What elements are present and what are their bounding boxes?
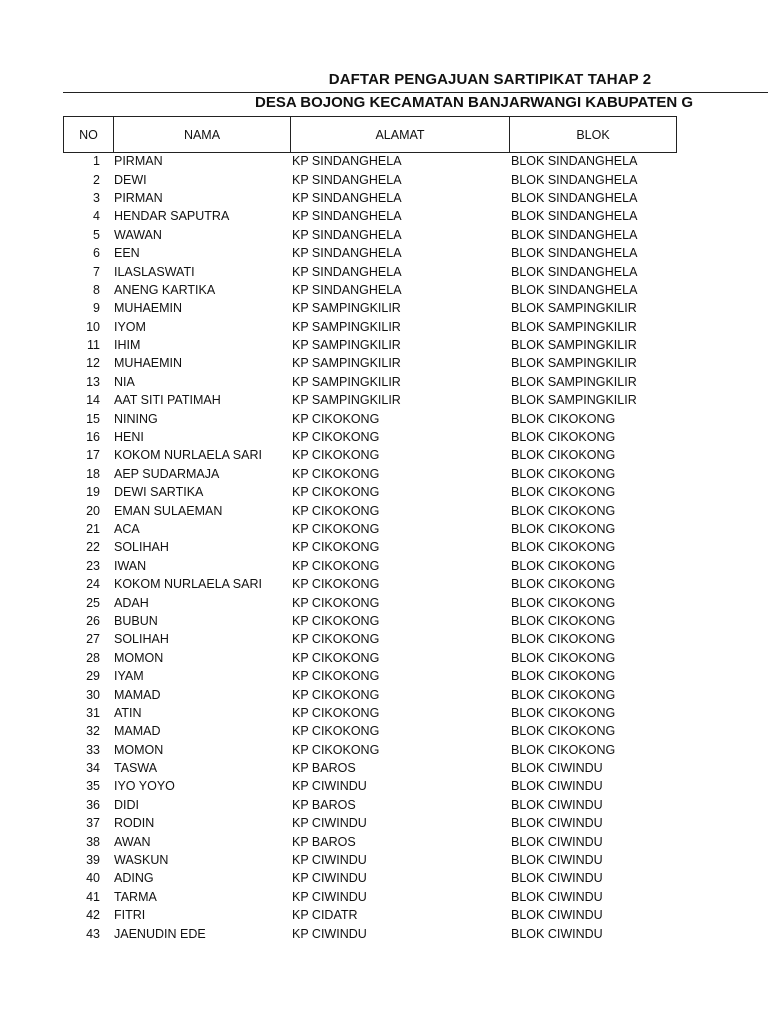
- cell-no: 34: [86, 761, 100, 776]
- cell-alamat: KP CIKOKONG: [292, 669, 380, 684]
- cell-alamat: KP CIKOKONG: [292, 558, 380, 573]
- cell-blok: BLOK CIKOKONG: [511, 650, 616, 665]
- cell-no: 38: [86, 834, 100, 849]
- title-divider: [63, 92, 768, 93]
- cell-alamat: KP CIKOKONG: [292, 742, 380, 757]
- cell-no: 14: [86, 393, 100, 408]
- cell-no: 28: [86, 650, 100, 665]
- cell-alamat: KP SAMPINGKILIR: [292, 319, 401, 334]
- cell-blok: BLOK SINDANGHELA: [511, 190, 638, 205]
- cell-alamat: KP SINDANGHELA: [292, 209, 402, 224]
- cell-nama: PIRMAN: [114, 190, 163, 205]
- table-row: [63, 630, 768, 648]
- cell-no: 3: [93, 190, 100, 205]
- cell-nama: MOMON: [114, 650, 164, 665]
- cell-nama: KOKOM NURLAELA SARI: [114, 448, 262, 463]
- cell-no: 17: [86, 448, 100, 463]
- cell-alamat: KP CIKOKONG: [292, 595, 380, 610]
- cell-alamat: KP CIKOKONG: [292, 724, 380, 739]
- cell-no: 16: [86, 430, 100, 445]
- cell-alamat: KP SINDANGHELA: [292, 282, 402, 297]
- cell-alamat: KP BAROS: [292, 761, 356, 776]
- cell-blok: BLOK CIKOKONG: [511, 485, 616, 500]
- cell-nama: PIRMAN: [114, 154, 163, 169]
- cell-no: 40: [86, 871, 100, 886]
- table-row: [63, 501, 768, 519]
- table-row: [63, 373, 768, 391]
- table-row: [63, 649, 768, 667]
- cell-no: 18: [86, 466, 100, 481]
- cell-blok: BLOK SAMPINGKILIR: [511, 374, 637, 389]
- cell-blok: BLOK CIKOKONG: [511, 705, 616, 720]
- cell-nama: FITRI: [114, 908, 146, 923]
- cell-blok: BLOK CIWINDU: [511, 908, 603, 923]
- cell-blok: BLOK CIKOKONG: [511, 724, 616, 739]
- cell-no: 42: [86, 908, 100, 923]
- cell-nama: DIDI: [114, 797, 139, 812]
- cell-alamat: KP CIKOKONG: [292, 577, 380, 592]
- table-row: [63, 814, 768, 832]
- cell-blok: BLOK CIWINDU: [511, 797, 603, 812]
- table-row: [63, 612, 768, 630]
- header-alamat: ALAMAT: [291, 117, 510, 152]
- table-row: [63, 262, 768, 280]
- cell-blok: BLOK SINDANGHELA: [511, 209, 638, 224]
- cell-nama: ACA: [114, 522, 140, 536]
- cell-nama: AWAN: [114, 834, 151, 849]
- cell-no: 19: [86, 485, 100, 500]
- cell-nama: WASKUN: [114, 853, 169, 868]
- cell-nama: SOLIHAH: [114, 540, 169, 555]
- cell-alamat: KP CIKOKONG: [292, 687, 380, 702]
- cell-alamat: KP SINDANGHELA: [292, 190, 402, 205]
- cell-no: 6: [93, 246, 100, 261]
- cell-alamat: KP SAMPINGKILIR: [292, 374, 401, 389]
- cell-nama: IYAM: [114, 669, 144, 684]
- cell-blok: BLOK SAMPINGKILIR: [511, 319, 637, 334]
- table-row: [63, 796, 768, 814]
- table-row: [63, 299, 768, 317]
- cell-nama: EMAN SULAEMAN: [114, 503, 223, 518]
- table-row: [63, 336, 768, 354]
- cell-blok: BLOK CIKOKONG: [511, 558, 616, 573]
- cell-blok: BLOK CIWINDU: [511, 871, 603, 886]
- cell-alamat: KP SINDANGHELA: [292, 246, 402, 261]
- table-row: [63, 777, 768, 795]
- cell-blok: BLOK CIWINDU: [511, 779, 603, 794]
- cell-alamat: KP BAROS: [292, 834, 356, 849]
- cell-alamat: KP CIKOKONG: [292, 613, 380, 628]
- cell-blok: BLOK SINDANGHELA: [511, 246, 638, 261]
- cell-blok: BLOK SINDANGHELA: [511, 172, 638, 187]
- cell-no: 21: [86, 522, 100, 536]
- cell-no: 8: [93, 282, 100, 297]
- cell-no: 23: [86, 558, 100, 573]
- cell-alamat: KP SINDANGHELA: [292, 172, 402, 187]
- cell-no: 11: [87, 338, 100, 353]
- cell-blok: BLOK CIKOKONG: [511, 669, 616, 684]
- cell-no: 35: [86, 779, 100, 794]
- table-row: [63, 207, 768, 225]
- cell-nama: TARMA: [114, 889, 157, 904]
- cell-blok: BLOK SAMPINGKILIR: [511, 356, 637, 371]
- cell-alamat: KP SAMPINGKILIR: [292, 393, 401, 408]
- table-row: [63, 520, 768, 538]
- cell-no: 27: [86, 632, 100, 647]
- cell-blok: BLOK CIKOKONG: [511, 522, 616, 536]
- cell-blok: BLOK CIWINDU: [511, 816, 603, 831]
- cell-blok: BLOK SAMPINGKILIR: [511, 301, 637, 316]
- cell-no: 5: [93, 227, 100, 242]
- cell-blok: BLOK CIWINDU: [511, 834, 603, 849]
- cell-alamat: KP CIKOKONG: [292, 522, 380, 536]
- cell-no: 26: [86, 613, 100, 628]
- cell-blok: BLOK SAMPINGKILIR: [511, 393, 637, 408]
- cell-nama: ADAH: [114, 595, 149, 610]
- cell-alamat: KP SAMPINGKILIR: [292, 338, 401, 353]
- cell-blok: BLOK SINDANGHELA: [511, 282, 638, 297]
- table-row: [63, 851, 768, 869]
- cell-alamat: KP CIWINDU: [292, 816, 367, 831]
- cell-nama: SOLIHAH: [114, 632, 169, 647]
- table-row: [63, 741, 768, 759]
- header-no: NO: [64, 117, 114, 152]
- cell-alamat: KP CIWINDU: [292, 871, 367, 886]
- cell-nama: RODIN: [114, 816, 155, 831]
- cell-alamat: KP CIKOKONG: [292, 705, 380, 720]
- cell-alamat: KP SINDANGHELA: [292, 227, 402, 242]
- cell-nama: MUHAEMIN: [114, 356, 183, 371]
- table-row: [63, 722, 768, 740]
- table-row: [63, 354, 768, 372]
- table-header: [63, 116, 677, 153]
- cell-alamat: KP CIWINDU: [292, 853, 367, 868]
- cell-no: 43: [86, 926, 100, 941]
- cell-nama: ANENG KARTIKA: [114, 282, 216, 297]
- cell-blok: BLOK CIWINDU: [511, 889, 603, 904]
- cell-nama: BUBUN: [114, 613, 158, 628]
- cell-alamat: KP SINDANGHELA: [292, 264, 402, 279]
- table-row: [63, 483, 768, 501]
- cell-blok: BLOK CIKOKONG: [511, 503, 616, 518]
- cell-nama: AAT SITI PATIMAH: [114, 393, 221, 408]
- cell-no: 37: [86, 816, 100, 831]
- table-row: [63, 667, 768, 685]
- cell-nama: WAWAN: [114, 227, 162, 242]
- cell-nama: ILASLASWATI: [114, 264, 195, 279]
- cell-alamat: KP CIWINDU: [292, 926, 367, 941]
- cell-nama: TASWA: [114, 761, 158, 776]
- table-row: [63, 446, 768, 464]
- table-row: [63, 391, 768, 409]
- cell-blok: BLOK CIKOKONG: [511, 540, 616, 555]
- cell-blok: BLOK CIWINDU: [511, 853, 603, 868]
- header-blok: BLOK: [576, 127, 610, 142]
- cell-alamat: KP CIKOKONG: [292, 503, 380, 518]
- cell-blok: BLOK SAMPINGKILIR: [511, 338, 637, 353]
- cell-alamat: KP CIKOKONG: [292, 448, 380, 463]
- cell-nama: MUHAEMIN: [114, 301, 183, 316]
- table-row: [63, 538, 768, 556]
- cell-blok: BLOK CIKOKONG: [511, 430, 616, 445]
- cell-blok: BLOK SINDANGHELA: [511, 264, 638, 279]
- header-nama: NAMA: [114, 117, 291, 152]
- cell-alamat: KP CIKOKONG: [292, 540, 380, 555]
- table-row: [63, 226, 768, 244]
- cell-blok: BLOK CIKOKONG: [511, 632, 616, 647]
- cell-alamat: KP CIWINDU: [292, 889, 367, 904]
- cell-nama: MOMON: [114, 742, 164, 757]
- cell-nama: NINING: [114, 411, 158, 426]
- cell-no: 10: [86, 319, 100, 334]
- cell-alamat: KP CIKOKONG: [292, 485, 380, 500]
- cell-no: 32: [86, 724, 100, 739]
- cell-no: 2: [93, 172, 100, 187]
- cell-nama: AEP SUDARMAJA: [114, 466, 220, 481]
- table-row: [63, 189, 768, 207]
- cell-nama: NIA: [114, 374, 135, 389]
- table-body: [63, 152, 768, 943]
- cell-no: 36: [86, 797, 100, 812]
- cell-blok: BLOK CIKOKONG: [511, 613, 616, 628]
- cell-no: 12: [86, 356, 100, 371]
- cell-alamat: KP SAMPINGKILIR: [292, 301, 401, 316]
- cell-alamat: KP BAROS: [292, 797, 356, 812]
- cell-nama: ATIN: [114, 705, 142, 720]
- cell-no: 33: [86, 742, 100, 757]
- cell-nama: IWAN: [114, 558, 147, 573]
- cell-blok: BLOK CIKOKONG: [511, 595, 616, 610]
- cell-no: 24: [86, 577, 100, 592]
- table-row: [63, 318, 768, 336]
- cell-alamat: KP CIWINDU: [292, 779, 367, 794]
- cell-alamat: KP CIKOKONG: [292, 411, 380, 426]
- table-row: [63, 170, 768, 188]
- table-row: [63, 428, 768, 446]
- table-row: [63, 557, 768, 575]
- cell-no: 4: [93, 209, 100, 224]
- cell-alamat: KP CIKOKONG: [292, 466, 380, 481]
- cell-no: 29: [86, 669, 100, 684]
- cell-alamat: KP CIKOKONG: [292, 632, 380, 647]
- table-row: [63, 888, 768, 906]
- cell-no: 25: [86, 595, 100, 610]
- table-row: [63, 759, 768, 777]
- cell-nama: ADING: [114, 871, 154, 886]
- cell-blok: BLOK CIKOKONG: [511, 448, 616, 463]
- cell-blok: BLOK SINDANGHELA: [511, 154, 638, 169]
- cell-blok: BLOK CIWINDU: [511, 761, 603, 776]
- cell-nama: IHIM: [114, 338, 141, 353]
- cell-nama: IYO YOYO: [114, 779, 175, 794]
- cell-nama: MAMAD: [114, 687, 161, 702]
- cell-blok: BLOK CIKOKONG: [511, 742, 616, 757]
- cell-alamat: KP SINDANGHELA: [292, 154, 402, 169]
- cell-blok: BLOK CIKOKONG: [511, 466, 616, 481]
- cell-alamat: KP CIKOKONG: [292, 650, 380, 665]
- cell-alamat: KP SAMPINGKILIR: [292, 356, 401, 371]
- cell-no: 41: [86, 889, 100, 904]
- table-row: [63, 593, 768, 611]
- document-title: DAFTAR PENGAJUAN SARTIPIKAT TAHAP 2: [328, 71, 652, 88]
- table-row: [63, 575, 768, 593]
- table-row: [63, 409, 768, 427]
- cell-nama: MAMAD: [114, 724, 161, 739]
- cell-alamat: KP CIKOKONG: [292, 430, 380, 445]
- table-row: [63, 281, 768, 299]
- cell-nama: HENDAR SAPUTRA: [114, 209, 230, 224]
- cell-alamat: KP CIDATR: [292, 908, 358, 923]
- cell-no: 9: [93, 301, 100, 316]
- cell-blok: BLOK CIKOKONG: [511, 687, 616, 702]
- cell-blok: BLOK CIWINDU: [511, 926, 603, 941]
- table-row: [63, 465, 768, 483]
- cell-nama: IYOM: [114, 319, 146, 334]
- cell-no: 20: [86, 503, 100, 518]
- cell-no: 15: [86, 411, 100, 426]
- cell-no: 31: [86, 705, 100, 720]
- table-row: [63, 832, 768, 850]
- cell-no: 39: [86, 853, 100, 868]
- cell-blok: BLOK CIKOKONG: [511, 577, 616, 592]
- table-row: [63, 906, 768, 924]
- cell-nama: JAENUDIN EDE: [114, 926, 206, 941]
- cell-no: 7: [93, 264, 100, 279]
- table-row: [63, 869, 768, 887]
- table-row: [63, 152, 768, 170]
- cell-no: 30: [86, 687, 100, 702]
- cell-blok: BLOK CIKOKONG: [511, 411, 616, 426]
- cell-nama: HENI: [114, 430, 144, 445]
- cell-no: 22: [86, 540, 100, 555]
- table-row: [63, 924, 768, 942]
- cell-nama: DEWI SARTIKA: [114, 485, 204, 500]
- table-row: [63, 244, 768, 262]
- cell-nama: DEWI: [114, 172, 147, 187]
- table-row: [63, 685, 768, 703]
- cell-blok: BLOK SINDANGHELA: [511, 227, 638, 242]
- cell-no: 13: [86, 374, 100, 389]
- cell-no: 1: [93, 154, 100, 169]
- cell-nama: EEN: [114, 246, 140, 261]
- document-subtitle: DESA BOJONG KECAMATAN BANJARWANGI KABUPATEN G: [255, 94, 694, 111]
- table-row: [63, 704, 768, 722]
- cell-nama: KOKOM NURLAELA SARI: [114, 577, 262, 592]
